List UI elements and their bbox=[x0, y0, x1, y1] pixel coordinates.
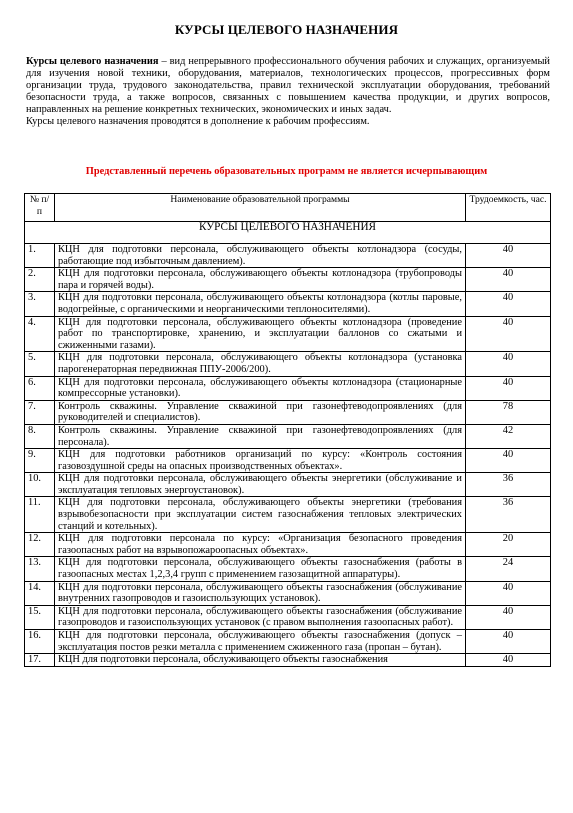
table-header-row bbox=[25, 194, 551, 222]
row-number: 13. bbox=[25, 557, 55, 581]
table-row bbox=[25, 654, 551, 667]
page-title: КУРСЫ ЦЕЛЕВОГО НАЗНАЧЕНИЯ bbox=[174, 22, 399, 37]
table-row bbox=[25, 449, 551, 473]
row-number: 16. bbox=[25, 630, 55, 654]
row-number: 14. bbox=[25, 581, 55, 605]
row-number: 3. bbox=[25, 292, 55, 316]
header-program-name: Наименование образовательной программы bbox=[55, 194, 466, 222]
row-hours: 40 bbox=[466, 292, 551, 316]
table-row bbox=[25, 400, 551, 424]
table-row bbox=[25, 557, 551, 581]
intro-definition bbox=[26, 56, 550, 116]
row-hours: 40 bbox=[466, 376, 551, 400]
section-title: КУРСЫ ЦЕЛЕВОГО НАЗНАЧЕНИЯ bbox=[25, 222, 551, 244]
row-program-name: Контроль скважины. Управление скважиной при газонефтеводопроявлениях (для руководителей и специалистов). bbox=[55, 400, 466, 424]
header-hours: Трудоемкость, час. bbox=[466, 194, 551, 222]
row-program-name: КЦН для подготовки персонала, обслуживающего объекты котлонадзора (стационарные компрессорные установки). bbox=[55, 376, 466, 400]
table-row bbox=[25, 352, 551, 376]
intro-text bbox=[26, 56, 550, 129]
row-program-name: КЦН для подготовки персонала по курсу: «Организация безопасного проведения газоопасных работ на взрывопожароопасных объектах». bbox=[55, 533, 466, 557]
row-hours: 20 bbox=[466, 533, 551, 557]
row-program-name: КЦН для подготовки персонала, обслуживающего объекты газоснабжения (обслуживание газопроводов и газоиспользующих установок (с правом выполнения газоопасных работ). bbox=[55, 605, 466, 629]
table-row bbox=[25, 533, 551, 557]
row-hours: 24 bbox=[466, 557, 551, 581]
row-number: 2. bbox=[25, 268, 55, 292]
table-row bbox=[25, 376, 551, 400]
row-program-name: КЦН для подготовки персонала, обслуживающего объекты котлонадзора (проведение работ по транспортировке, хранению, и эксплуатации баллонов со сжатыми и сжиженными газами). bbox=[55, 316, 466, 352]
row-program-name: КЦН для подготовки персонала, обслуживающего объекты котлонадзора (сосуды, работающие под избыточным давлением). bbox=[55, 244, 466, 268]
row-hours: 40 bbox=[466, 268, 551, 292]
table-row bbox=[25, 268, 551, 292]
row-number: 4. bbox=[25, 316, 55, 352]
row-program-name: КЦН для подготовки персонала, обслуживающего объекты котлонадзора (трубопроводы пара и горячей воды). bbox=[55, 268, 466, 292]
table-row bbox=[25, 581, 551, 605]
row-program-name: КЦН для подготовки персонала, обслуживающего объекты газоснабжения (работы в газоопасных местах 1,2,3,4 групп с применением газозащитной аппаратуры). bbox=[55, 557, 466, 581]
row-program-name: КЦН для подготовки персонала, обслуживающего объекты газоснабжения (допуск – эксплуатация постов резки металла с применением сжиженного газа (пропан – бутан). bbox=[55, 630, 466, 654]
row-number: 11. bbox=[25, 497, 55, 533]
table-row bbox=[25, 316, 551, 352]
row-program-name: КЦН для подготовки персонала, обслуживающего объекты котлонадзора (котлы паровые, водогрейные, с органическими и неорганическими теплоносителями). bbox=[55, 292, 466, 316]
row-program-name: КЦН для подготовки персонала, обслуживающего объекты энергетики (требования взрывобезопасности при эксплуатации систем газоснабжения тепловых электрических станций и котельных). bbox=[55, 497, 466, 533]
table-row bbox=[25, 605, 551, 629]
row-number: 7. bbox=[25, 400, 55, 424]
row-program-name: КЦН для подготовки работников организаций по курсу: «Контроль состояния газовоздушной среды на опасных производственных объектах». bbox=[55, 449, 466, 473]
row-number: 5. bbox=[25, 352, 55, 376]
row-number: 15. bbox=[25, 605, 55, 629]
table-row bbox=[25, 292, 551, 316]
row-number: 10. bbox=[25, 473, 55, 497]
row-number: 17. bbox=[25, 654, 55, 667]
table-row bbox=[25, 244, 551, 268]
table-row bbox=[25, 630, 551, 654]
table-row bbox=[25, 473, 551, 497]
row-hours: 78 bbox=[466, 400, 551, 424]
row-hours: 40 bbox=[466, 352, 551, 376]
row-hours: 40 bbox=[466, 630, 551, 654]
notice-text: Представленный перечень образовательных программ не является исчерпывающим bbox=[85, 166, 488, 177]
row-number: 8. bbox=[25, 424, 55, 448]
row-program-name: Контроль скважины. Управление скважиной при газонефтеводопроявлениях (для персонала). bbox=[55, 424, 466, 448]
row-hours: 40 bbox=[466, 605, 551, 629]
row-number: 1. bbox=[25, 244, 55, 268]
row-program-name: КЦН для подготовки персонала, обслуживающего объекты энергетики (обслуживание и эксплуатация тепловых энергоустановок). bbox=[55, 473, 466, 497]
row-hours: 40 bbox=[466, 316, 551, 352]
intro-note: Курсы целевого назначения проводятся в дополнение к рабочим профессиям. bbox=[26, 116, 370, 128]
row-hours: 40 bbox=[466, 654, 551, 667]
row-hours: 36 bbox=[466, 497, 551, 533]
row-hours: 42 bbox=[466, 424, 551, 448]
row-program-name: КЦН для подготовки персонала, обслуживающего объекты газоснабжения bbox=[55, 654, 466, 667]
intro-definition-text: – вид непрерывного профессионального обучения рабочих и служащих, организуемый для изучения новой техники, оборудования, материалов, технологических процессов, прогрессивных форм организации труда, трудового законодательства, правил технической эксплуатации оборудования, требований безопасности труда, а также вопросов, связанных с повышением качества продукции, и других вопросов, направленных на решение конкретных технических, экономических и иных задач. bbox=[26, 56, 550, 116]
row-number: 12. bbox=[25, 533, 55, 557]
intro-term: Курсы целевого назначения bbox=[26, 56, 159, 67]
row-hours: 40 bbox=[466, 581, 551, 605]
header-number: № п/п bbox=[25, 194, 55, 222]
table-row bbox=[25, 424, 551, 448]
row-number: 6. bbox=[25, 376, 55, 400]
row-program-name: КЦН для подготовки персонала, обслуживающего объекты котлонадзора (установка парогенераторная передвижная ППУ-2006/200). bbox=[55, 352, 466, 376]
row-number: 9. bbox=[25, 449, 55, 473]
table-row bbox=[25, 497, 551, 533]
row-program-name: КЦН для подготовки персонала, обслуживающего объекты газоснабжения (обслуживание внутренних газопроводов и газоиспользующих установок). bbox=[55, 581, 466, 605]
section-row bbox=[25, 222, 551, 244]
row-hours: 36 bbox=[466, 473, 551, 497]
row-hours: 40 bbox=[466, 244, 551, 268]
row-hours: 40 bbox=[466, 449, 551, 473]
programs-table bbox=[24, 193, 551, 667]
